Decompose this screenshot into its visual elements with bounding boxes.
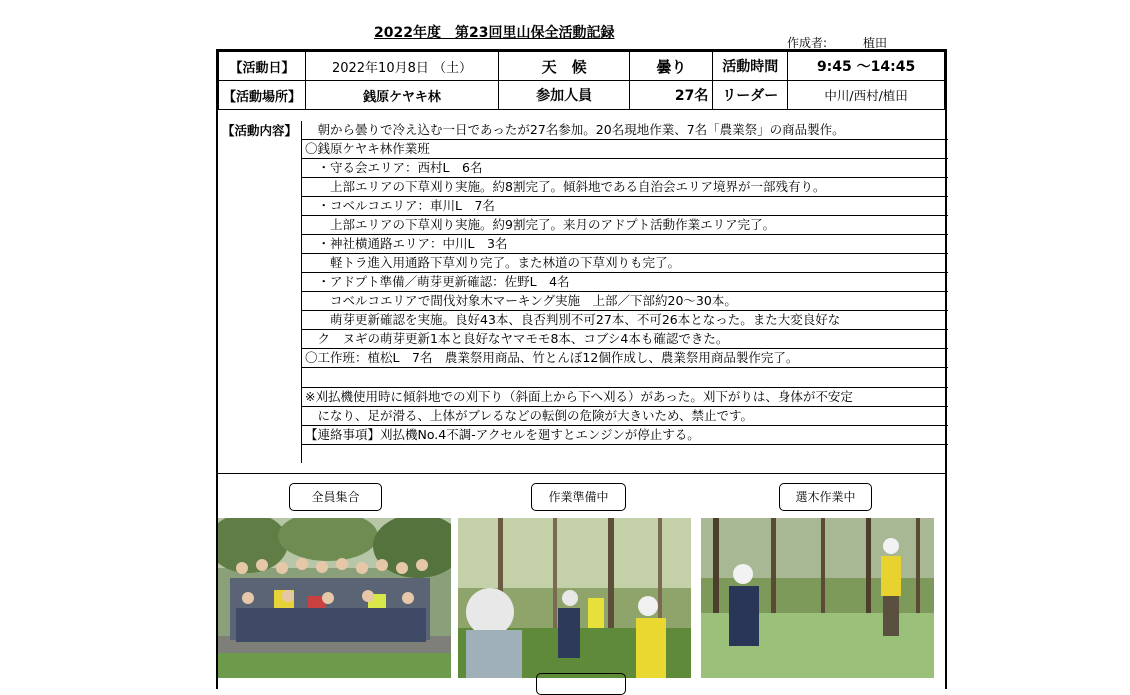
place-label: 【活動場所】 bbox=[219, 81, 306, 110]
content-line: になり、足が滑る、上体がブレるなどの転倒の危険が大きいため、禁止です。 bbox=[302, 407, 948, 426]
content-lines bbox=[301, 121, 948, 463]
author-name: 植田 bbox=[863, 36, 888, 50]
content-line: ・神社横通路エリア：中川L 3名 bbox=[302, 235, 948, 254]
photo-caption-tree-selection: 選木作業中 bbox=[779, 483, 872, 511]
content-line: コベルコエリアで間伐対象木マーキング実施 上部／下部約20〜30本。 bbox=[302, 292, 948, 311]
content-line bbox=[302, 445, 948, 463]
leader-value: 中川/西村/植田 bbox=[788, 81, 945, 110]
content-line bbox=[302, 368, 948, 388]
date-value: 2022年10月8日 （土） bbox=[306, 52, 499, 81]
document-title: 2022年度 第23回里山保全活動記録 bbox=[374, 25, 615, 41]
content-bottom-border bbox=[218, 473, 945, 474]
content-line: 〇工作班：植松L 7名 農業祭用商品、竹とんぼ12個作成し、農業祭用商品製作完了。 bbox=[302, 349, 948, 368]
header-table bbox=[218, 51, 945, 110]
photo-caption-preparation: 作業準備中 bbox=[531, 483, 626, 511]
author-label: 作成者: bbox=[787, 36, 828, 50]
content-label: 【活動内容】 bbox=[221, 123, 297, 138]
content-line: ※刈払機使用時に傾斜地での刈下り（斜面上から下へ刈る）があった。刈下がりは、身体が不安定 bbox=[302, 388, 948, 407]
place-value: 銭原ケヤキ林 bbox=[306, 81, 499, 110]
content-line: 軽トラ進入用通路下草刈り完了。また林道の下草刈りも完了。 bbox=[302, 254, 948, 273]
weather-label: 天 候 bbox=[498, 52, 629, 81]
content-line: 上部エリアの下草刈り実施。約8割完了。傾斜地である自治会エリア境界が一部残有り。 bbox=[302, 178, 948, 197]
content-line: ・コベルコエリア：車川L 7名 bbox=[302, 197, 948, 216]
tree-selection-photo bbox=[701, 518, 934, 678]
leader-label: リーダー bbox=[713, 81, 788, 110]
group-photo bbox=[218, 518, 451, 678]
content-line: 朝から曇りで冷え込む一日であったが27名参加。20名現地作業、7名「農業祭」の商品製作。 bbox=[302, 121, 948, 140]
time-value: 9:45 〜14:45 bbox=[788, 52, 945, 81]
next-caption-button-partial bbox=[536, 673, 626, 695]
weather-value: 曇り bbox=[630, 52, 713, 81]
date-label: 【活動日】 bbox=[219, 52, 306, 81]
header-row-1 bbox=[219, 52, 945, 81]
content-line: 【連絡事項】刈払機No.4不調-アクセルを廻すとエンジンが停止する。 bbox=[302, 426, 948, 445]
preparation-photo bbox=[458, 518, 691, 678]
content-line: ク ヌギの萌芽更新1本と良好なヤマモモ8本、コブシ4本も確認できた。 bbox=[302, 330, 948, 349]
content-line: ・守る会エリア：西村L 6名 bbox=[302, 159, 948, 178]
header-row-2 bbox=[219, 81, 945, 110]
participants-label: 参加人員 bbox=[498, 81, 629, 110]
time-label: 活動時間 bbox=[713, 52, 788, 81]
content-line: 上部エリアの下草刈り実施。約9割完了。来月のアドプト活動作業エリア完了。 bbox=[302, 216, 948, 235]
participants-value: 27名 bbox=[630, 81, 713, 110]
content-line: ・アドプト準備／萌芽更新確認：佐野L 4名 bbox=[302, 273, 948, 292]
content-line: 〇銭原ケヤキ林作業班 bbox=[302, 140, 948, 159]
content-line: 萌芽更新確認を実施。良好43本、良否判別不可27本、不可26本となった。また大変良好な bbox=[302, 311, 948, 330]
photo-caption-all-members: 全員集合 bbox=[289, 483, 382, 511]
